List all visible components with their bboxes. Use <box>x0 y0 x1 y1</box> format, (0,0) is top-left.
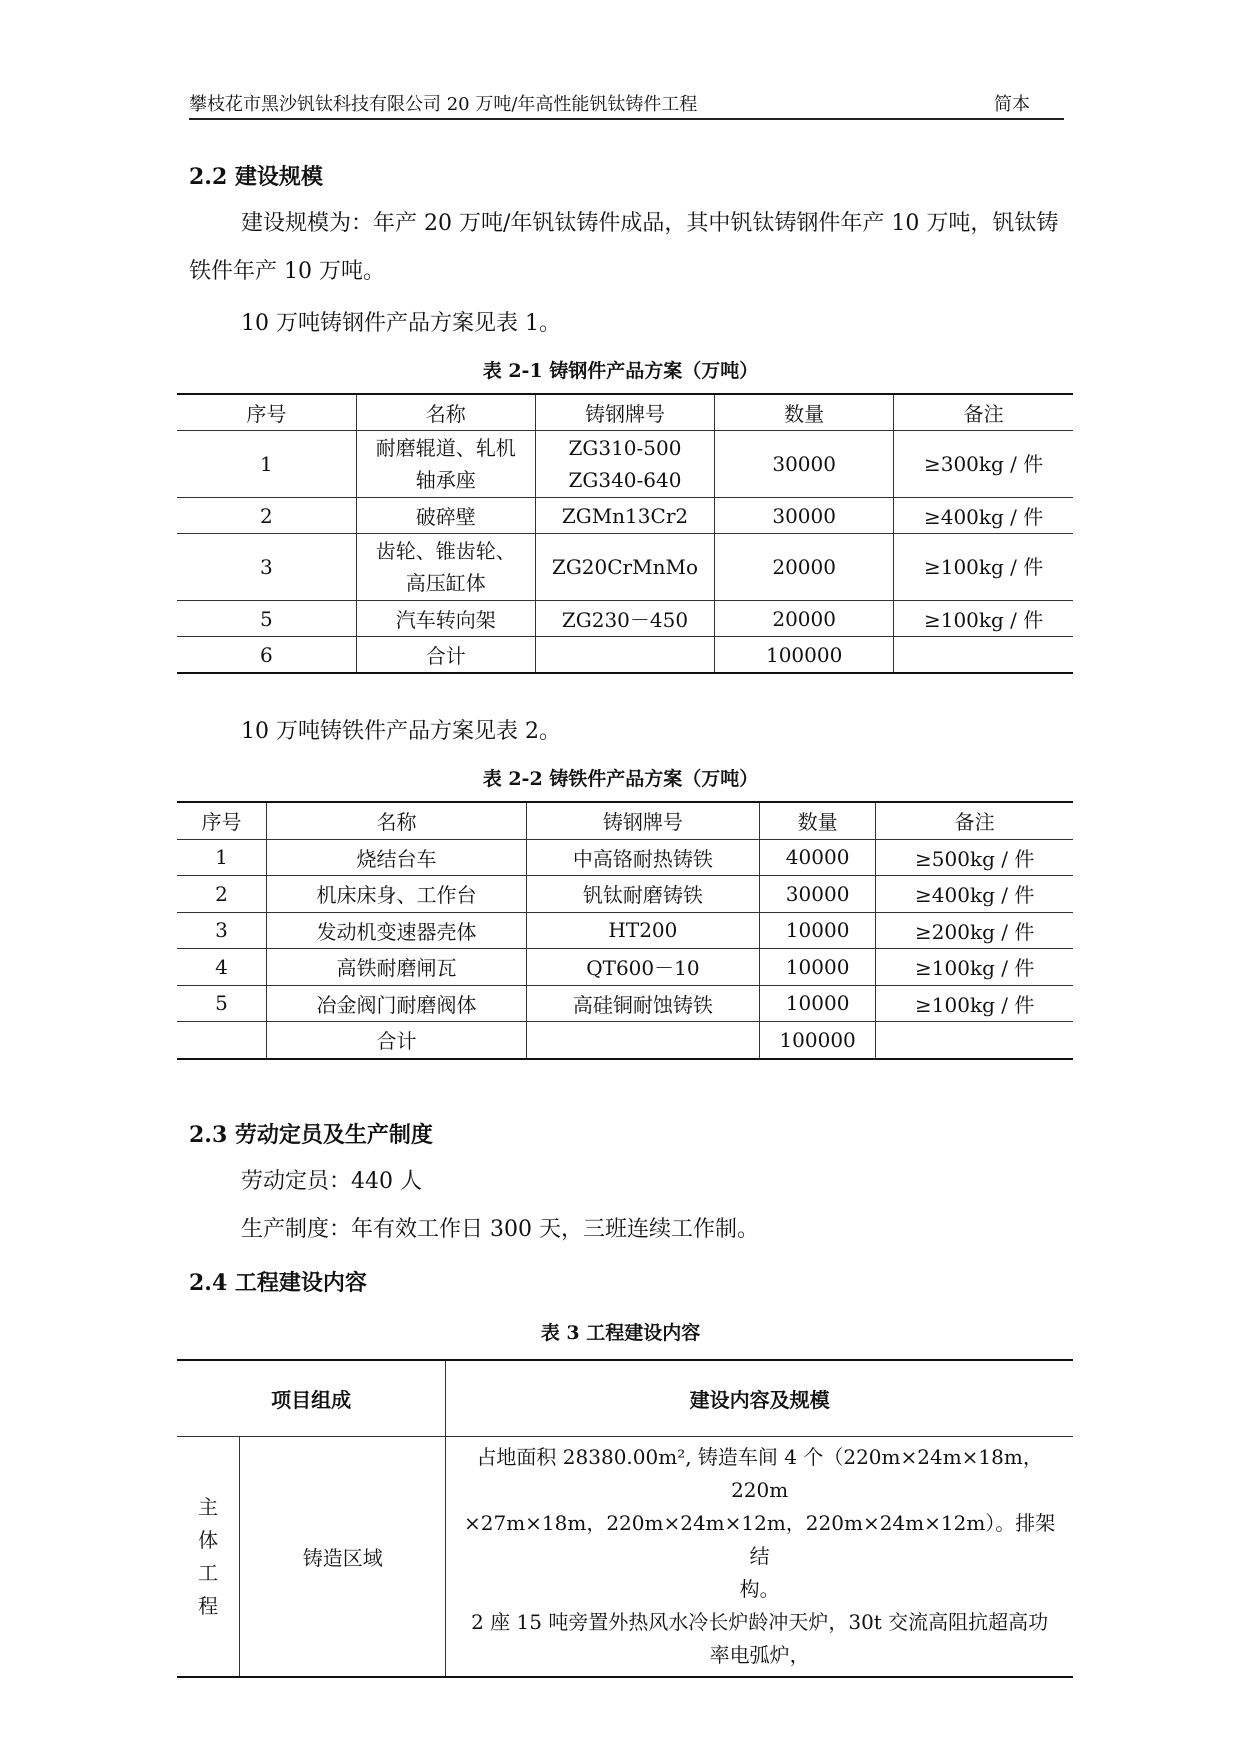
cell-no: 3 <box>177 534 356 601</box>
cell-no: 2 <box>177 498 356 534</box>
paragraph-table1-ref: 10 万吨铸钢件产品方案见表 1。 <box>241 311 561 336</box>
cell-qty: 10000 <box>759 912 875 949</box>
col-header: 名称 <box>356 394 535 431</box>
section-heading-2-4: 2.4 工程建设内容 <box>189 1270 367 1296</box>
col-header: 序号 <box>177 394 356 431</box>
table-row <box>177 912 1073 949</box>
cell-name: 机床床身、工作台 <box>267 876 527 913</box>
cell-qty: 10000 <box>759 985 875 1022</box>
cell-note: ≥400kg / 件 <box>876 876 1073 913</box>
col-header: 铸钢牌号 <box>526 802 759 839</box>
cell-content: 占地面积 28380.00m², 铸造车间 4 个（220m×24m×18m，220m ×27m×18m，220m×24m×12m，220m×24m×12m）。排架结 构。 2 座 15 吨旁置外热风水冷长炉龄冲天炉，30t 交流高阻抗超高功 率电弧炉， <box>446 1437 1073 1678</box>
cell-no: 3 <box>177 912 267 949</box>
cell-note: ≥100kg / 件 <box>876 949 1073 986</box>
cell-no: 6 <box>177 637 356 674</box>
cell-grade: 钒钛耐磨铸铁 <box>526 876 759 913</box>
cell-grade <box>526 1022 759 1059</box>
cell-grade: 中高铬耐热铸铁 <box>526 839 759 876</box>
cell-note <box>876 1022 1073 1059</box>
cell-note: ≥500kg / 件 <box>876 839 1073 876</box>
cell-qty: 10000 <box>759 949 875 986</box>
cell-note: ≥100kg / 件 <box>876 985 1073 1022</box>
table-iron-products <box>177 801 1073 1060</box>
cell-name: 合计 <box>267 1022 527 1059</box>
cell-qty: 30000 <box>715 431 894 498</box>
cell-no <box>177 1022 267 1059</box>
paragraph-schedule: 生产制度：年有效工作日 300 天，三班连续工作制。 <box>241 1217 759 1242</box>
table1-caption: 表 2-1 铸钢件产品方案（万吨） <box>482 360 759 382</box>
table-row <box>177 534 1073 601</box>
cell-qty: 40000 <box>759 839 875 876</box>
cell-name: 耐磨辊道、轧机 轴承座 <box>356 431 535 498</box>
col-header: 建设内容及规模 <box>446 1360 1073 1437</box>
cell-qty: 100000 <box>715 637 894 674</box>
table-row <box>177 839 1073 876</box>
col-header: 铸钢牌号 <box>535 394 714 431</box>
cell-grade: 高硅铜耐蚀铸铁 <box>526 985 759 1022</box>
cell-name: 冶金阀门耐磨阀体 <box>267 985 527 1022</box>
cell-name: 合计 <box>356 637 535 674</box>
cell-name: 烧结台车 <box>267 839 527 876</box>
col-header: 数量 <box>759 802 875 839</box>
cell-grade: HT200 <box>526 912 759 949</box>
table-row <box>177 431 1073 498</box>
cell-name: 高铁耐磨闸瓦 <box>267 949 527 986</box>
cell-group: 主 体 工 程 <box>177 1437 240 1678</box>
table-row <box>177 985 1073 1022</box>
col-header: 备注 <box>876 802 1073 839</box>
cell-qty: 20000 <box>715 534 894 601</box>
cell-no: 1 <box>177 431 356 498</box>
cell-no: 2 <box>177 876 267 913</box>
paragraph-staff: 劳动定员：440 人 <box>241 1169 422 1194</box>
table-row-total <box>177 1022 1073 1059</box>
cell-no: 5 <box>177 601 356 637</box>
cell-qty: 30000 <box>715 498 894 534</box>
paragraph-table2-ref: 10 万吨铸铁件产品方案见表 2。 <box>241 719 561 744</box>
cell-no: 1 <box>177 839 267 876</box>
col-header: 项目组成 <box>177 1360 446 1437</box>
cell-item: 铸造区域 <box>240 1437 446 1678</box>
cell-name: 齿轮、锥齿轮、 高压缸体 <box>356 534 535 601</box>
table-row <box>177 949 1073 986</box>
table-row-total <box>177 637 1073 674</box>
cell-qty: 30000 <box>759 876 875 913</box>
section-heading-2-3: 2.3 劳动定员及生产制度 <box>189 1122 433 1148</box>
table-row <box>177 876 1073 913</box>
cell-grade: ZGMn13Cr2 <box>535 498 714 534</box>
cell-note: ≥200kg / 件 <box>876 912 1073 949</box>
col-header: 数量 <box>715 394 894 431</box>
table2-caption: 表 2-2 铸铁件产品方案（万吨） <box>482 768 759 790</box>
header-right: 简本 <box>994 94 1030 115</box>
cell-note: ≥300kg / 件 <box>894 431 1073 498</box>
table-row <box>177 601 1073 637</box>
cell-qty: 20000 <box>715 601 894 637</box>
cell-note: ≥400kg / 件 <box>894 498 1073 534</box>
cell-note: ≥100kg / 件 <box>894 601 1073 637</box>
cell-no: 4 <box>177 949 267 986</box>
cell-name: 破碎壁 <box>356 498 535 534</box>
cell-grade: ZG230－450 <box>535 601 714 637</box>
cell-qty: 100000 <box>759 1022 875 1059</box>
cell-note: ≥100kg / 件 <box>894 534 1073 601</box>
col-header: 备注 <box>894 394 1073 431</box>
cell-grade <box>535 637 714 674</box>
col-header: 序号 <box>177 802 267 839</box>
table-steel-products <box>177 393 1073 674</box>
cell-note <box>894 637 1073 674</box>
paragraph-scale: 建设规模为：年产 20 万吨/年钒钛铸件成品，其中钒钛铸钢件年产 10 万吨，钒钛铸铁件年产 10 万吨。 <box>189 211 1059 284</box>
header-title: 攀枝花市黑沙钒钛科技有限公司 20 万吨/年高性能钒钛铸件工程 <box>189 94 698 115</box>
cell-name: 发动机变速器壳体 <box>267 912 527 949</box>
table3-caption: 表 3 工程建设内容 <box>540 1322 701 1344</box>
table-construction-content <box>177 1359 1073 1678</box>
cell-no: 5 <box>177 985 267 1022</box>
cell-grade: ZG20CrMnMo <box>535 534 714 601</box>
cell-name: 汽车转向架 <box>356 601 535 637</box>
table-row <box>177 498 1073 534</box>
page-header <box>189 86 1064 120</box>
section-heading-2-2: 2.2 建设规模 <box>189 164 323 190</box>
table-row <box>177 1437 1073 1678</box>
cell-grade: ZG310-500 ZG340-640 <box>535 431 714 498</box>
cell-grade: QT600－10 <box>526 949 759 986</box>
col-header: 名称 <box>267 802 527 839</box>
